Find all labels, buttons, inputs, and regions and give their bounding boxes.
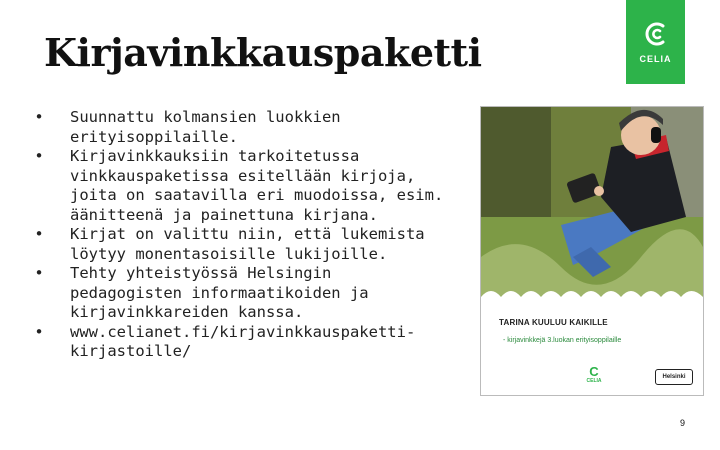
bullet-marker: • <box>34 264 44 282</box>
bullet-text: Kirjavinkkauksiin tarkoitetussa vinkkauspaketissa esitellään kirjoja, joita on saatavilla eri muodoissa, esim. äänitteenä ja painettuna kirjana. <box>70 147 444 224</box>
cover-photo <box>481 107 703 297</box>
bullet-text: Suunnattu kolmansien luokkien erityisoppilaille. <box>70 108 341 146</box>
link-text[interactable]: www.celianet.fi/kirjavinkkauspaketti-kirjastoille/ <box>70 322 416 360</box>
cover-title: TARINA KUULUU KAIKILLE <box>499 318 608 327</box>
celia-logo <box>626 0 685 84</box>
bullet-marker: • <box>34 225 44 243</box>
bullet-text: Tehty yhteistyössä Helsingin pedagogisten informaatikoiden ja kirjavinkkareiden kanssa. <box>70 264 369 321</box>
celia-logo-icon <box>642 20 670 48</box>
bullet-text: Kirjat on valittu niin, että lukemista löytyy monentasoisille lukijoille. <box>70 225 425 263</box>
bullet-marker: • <box>34 108 44 126</box>
bullet-item <box>32 323 452 362</box>
bullet-marker: • <box>34 147 44 165</box>
cover-celia-label: CELIA <box>586 378 602 384</box>
bullet-list <box>32 108 452 362</box>
bullet-marker: • <box>34 322 44 341</box>
page-number: 9 <box>680 418 686 428</box>
bullet-item <box>32 264 452 323</box>
bullet-item <box>32 147 452 225</box>
celia-logo-icon: C <box>589 364 599 379</box>
logo-text: CELIA <box>639 54 672 64</box>
slide-title: Kirjavinkkauspaketti <box>44 30 482 75</box>
cover-subtitle: - kirjavinkkejä 3.luokan erityisoppilaille <box>503 337 622 344</box>
boy-with-tablet-illustration <box>481 107 703 297</box>
cover-celia-logo <box>585 365 603 384</box>
bullet-item <box>32 225 452 264</box>
helsinki-logo: Helsinki <box>655 369 693 385</box>
book-cover-image <box>480 106 704 396</box>
bullet-item <box>32 108 452 147</box>
